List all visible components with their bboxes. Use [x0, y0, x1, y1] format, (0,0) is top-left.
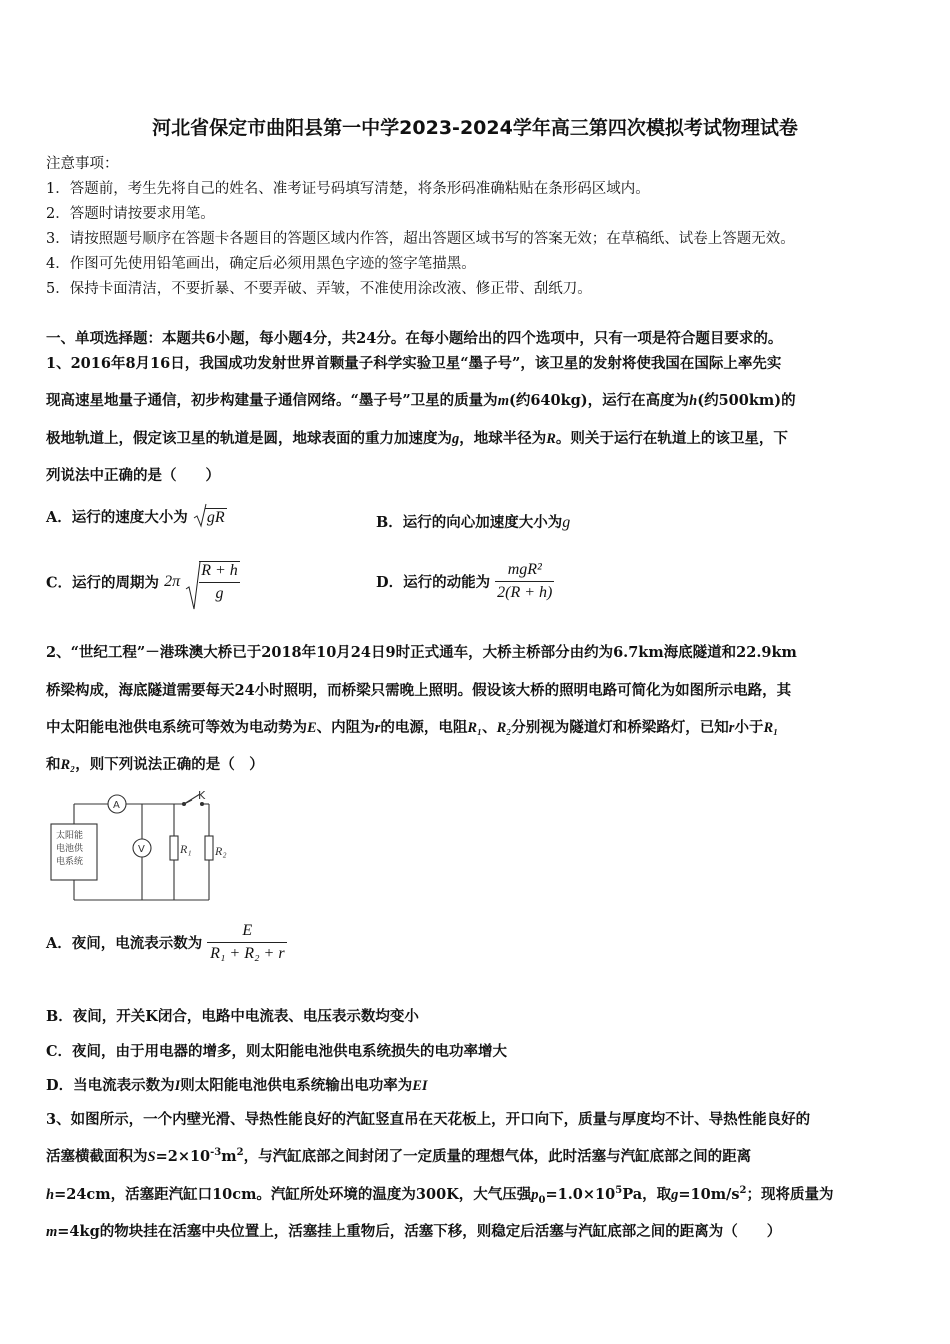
source-label: 电系统	[56, 857, 84, 867]
notice-item: 4．作图可先使用铅笔画出，确定后必须用黑色字迹的签字笔描黑。	[46, 256, 476, 272]
q2-text: 和R₂，则下列说法正确的是（ ）	[46, 756, 264, 773]
q1-option-b: B．运行的向心加速度大小为g	[376, 514, 571, 531]
resistor-r1	[170, 836, 178, 860]
q2-option-d: D．当电流表示数为I则太阳能电池供电系统输出电功率为EI	[46, 1077, 428, 1094]
q1-text: 现高速星地量子通信，初步构建量子通信网络。“墨子号”卫星的质量为m(约640kg)，运行在高度为h(约500km)的	[46, 392, 796, 409]
resistor-r2	[205, 836, 213, 860]
switch-label: K	[198, 789, 206, 802]
r2-label: R₂	[215, 844, 227, 858]
q2-option-c: C．夜间，由于用电器的增多，则太阳能电池供电系统损失的电功率增大	[46, 1043, 508, 1060]
q3-text: 活塞横截面积为$S=2\times 10^{-3}m^2$，与汽缸底部之间封闭了一定质量的理想气体，此时活塞与汽缸底部之间的距离	[46, 1147, 752, 1165]
notice-item: 2．答题时请按要求用笔。	[46, 206, 215, 222]
q3-text: m=4kg的物块挂在活塞中央位置上，活塞挂上重物后，活塞下移，则稳定后活塞与汽缸底部之间的距离为（ ）	[46, 1223, 782, 1240]
source-label: 太阳能	[56, 831, 84, 841]
notice-heading: 注意事项：	[46, 156, 119, 172]
q3-text: h=24cm，活塞距汽缸口10cm。汽缸所处环境的温度为300K，大气压强$p_0=1.0\times 10^5Pa$，取$g=10m/s^2$；现将质量为	[46, 1185, 834, 1206]
notice-item: 3．请按照题号顺序在答题卡各题目的答题区域内作答，超出答题区域书写的答案无效；在草稿纸、试卷上答题无效。	[46, 231, 795, 247]
q1-text: 极地轨道上，假定该卫星的轨道是圆，地球表面的重力加速度为g，地球半径为R。则关于运行在轨道上的该卫星，下	[46, 430, 788, 447]
section-heading: 一、单项选择题：本题共6小题，每小题4分，共24分。在每小题给出的四个选项中，只有一项是符合题目要求的。	[46, 330, 783, 347]
ammeter-label: A	[113, 800, 120, 811]
q2-option-a: A．夜间，电流表示数为 $\frac{E}{\text{R₁ + R₂ + r}}$	[46, 922, 287, 963]
page-title: 河北省保定市曲阳县第一中学2023-2024学年高三第四次模拟考试物理试卷	[152, 117, 798, 139]
source-label: 电池供	[56, 844, 84, 854]
notice-item: 1．答题前，考生先将自己的姓名、准考证号码填写清楚，将条形码准确粘贴在条形码区域内。	[46, 181, 650, 197]
q3-text: 3、如图所示，一个内壁光滑、导热性能良好的汽缸竖直吊在天花板上，开口向下，质量与厚度均不计、导热性能良好的	[46, 1111, 811, 1128]
q2-option-b: B．夜间，开关K闭合，电路中电流表、电压表示数均变小	[46, 1008, 419, 1025]
q1-text: 1、2016年8月16日，我国成功发射世界首颗量子科学实验卫星“墨子号”，该卫星的发射将使我国在国际上率先实	[46, 355, 782, 372]
q1-text: 列说法中正确的是（ ）	[46, 467, 220, 484]
q1-option-a: A．运行的速度大小为 gR	[46, 506, 227, 527]
q1-option-d: D．运行的动能为 $\frac{\text{mgR²}}{2(R + h)}$	[376, 561, 553, 601]
notice-item: 5．保持卡面清洁，不要折暴、不要弄破、弄皱，不准使用涂改液、修正带、刮纸刀。	[46, 281, 592, 297]
circuit-diagram	[44, 786, 244, 906]
voltmeter-label: V	[138, 844, 145, 855]
q2-text: 桥梁构成，海底隧道需要每天24小时照明，而桥梁只需晚上照明。假设该大桥的照明电路可简化为如图所示电路，其	[46, 682, 792, 699]
q1-option-c: C．运行的周期为 2π $\frac{R + h}{g}$	[46, 561, 240, 603]
q2-text: 2、“世纪工程”－港珠澳大桥已于2018年10月24日9时正式通车，大桥主桥部分由约为6.7km海底隧道和22.9km	[46, 644, 797, 661]
r1-label: R₁	[180, 842, 192, 856]
q2-text: 中太阳能电池供电系统可等效为电动势为E、内阻为r的电源，电阻R₁、R₂分别视为隧道灯和桥梁路灯，已知r小于R₁	[46, 719, 779, 736]
